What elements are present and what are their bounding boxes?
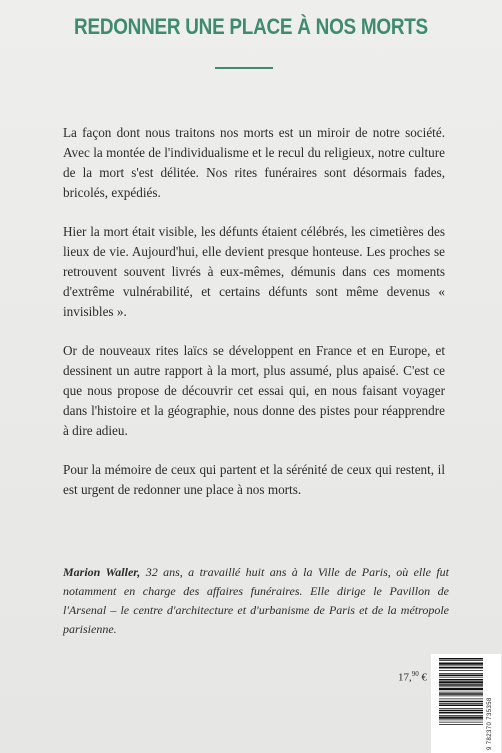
barcode-bar xyxy=(439,708,483,709)
barcode-bar xyxy=(439,660,483,661)
barcode-bar xyxy=(439,667,483,669)
barcode-bar xyxy=(439,687,483,688)
author-bio-text: 32 ans, a travaillé huit ans à la Ville de Paris, où elle fut notamment en charge des affaires funéraires. Elle dirige le Pavillon de l'Arsenal – le centre d'architecture et d'urbanisme de Paris et de la métropole parisienne. xyxy=(63,565,449,636)
barcode-bar xyxy=(439,715,483,716)
barcode-bar xyxy=(439,677,483,678)
isbn-number: 9 782370 735358 xyxy=(487,697,493,750)
price-label xyxy=(398,670,427,684)
blurb-paragraph-1: La façon dont nous traitons nos morts est un miroir de notre société. Avec la montée de l'individualisme et le recul du religieux, notre culture de la mort s'est délitée. Nos rites funéraires sont désormais fades, bricolés, expédiés. xyxy=(63,125,445,200)
barcode-bar xyxy=(439,724,483,725)
author-bio xyxy=(63,563,449,639)
barcode-bar xyxy=(439,673,483,674)
barcode-bar xyxy=(439,699,483,700)
title-divider xyxy=(215,67,273,69)
barcode-bar xyxy=(439,670,483,671)
barcode-bar xyxy=(439,705,483,707)
barcode-bar xyxy=(439,720,483,721)
barcode-bar xyxy=(439,703,483,704)
price-currency: € xyxy=(418,671,427,684)
barcode-bar xyxy=(439,679,483,681)
barcode-bar xyxy=(439,666,483,667)
blurb-text xyxy=(63,123,445,519)
barcode-bar xyxy=(439,693,483,695)
blurb-paragraph-4: Pour la mémoire de ceux qui partent et la sérénité de ceux qui restent, il est urgent de redonner une place à nos morts. xyxy=(63,462,445,497)
price-amount: 17, xyxy=(398,671,412,684)
barcode-bar xyxy=(439,722,483,723)
book-title: REDONNER UNE PLACE À NOS MORTS xyxy=(74,14,428,39)
barcode-bar xyxy=(439,717,483,719)
blurb-paragraph-3: Or de nouveaux rites laïcs se développent en France et en Europe, et dessinent un autre rapport à la mort, plus assumé, plus apaisé. C'est ce que nous propose de découvrir cet essai qui, en nous faisant voyager dans l'histoire et la géographie, nous donne des pistes pour réapprendre à dire adieu. xyxy=(63,343,445,438)
price-cents: 90 xyxy=(411,670,419,678)
barcode-bar xyxy=(439,712,483,714)
barcode-bar xyxy=(439,658,483,660)
barcode-bar xyxy=(439,696,483,697)
barcode-bar xyxy=(439,675,483,677)
blurb-paragraph-2: Hier la mort était visible, les défunts étaient célébrés, les cimetières des lieux de vie. Aujourd'hui, elle devient presque honteuse. Les proches se retrouvent souvent livrés à eux-mêmes, démunis dans ces moments d'extrême vulnérabilité, et certains défunts sont même devenus « invisibles ». xyxy=(63,224,445,319)
barcode-bar xyxy=(439,692,483,693)
barcode-bar xyxy=(439,681,483,683)
barcode-bar xyxy=(439,684,483,686)
author-name: Marion Waller, xyxy=(63,565,141,579)
barcode-bar xyxy=(439,710,483,712)
barcode-bar xyxy=(439,701,483,703)
barcode-bar xyxy=(439,688,483,690)
barcode-bar xyxy=(439,663,483,665)
